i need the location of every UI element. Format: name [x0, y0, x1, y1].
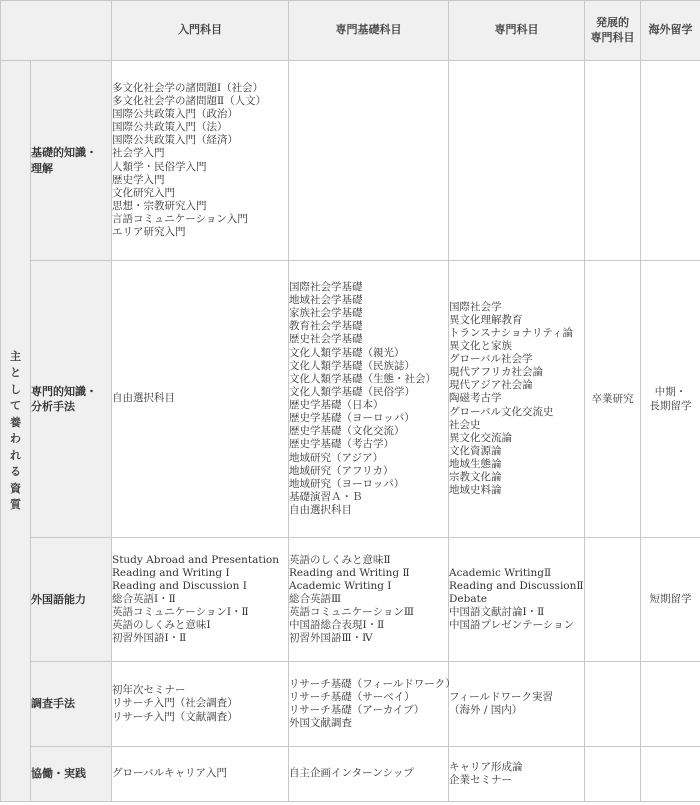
specialized-cell: [449, 261, 585, 538]
course-item: 初習外国語Ⅲ・Ⅳ: [289, 632, 373, 645]
course-item: 英語コミュニケーションⅢ: [289, 606, 414, 619]
course-item: 国際公共政策入門（経済）: [112, 134, 238, 147]
row-label-line1: 調査手法: [31, 697, 75, 711]
course-item: 歴史学基礎（ヨーロッパ）: [289, 412, 415, 425]
course-item: トランスナショナリティ論: [449, 326, 574, 339]
course-item: 歴史学入門: [112, 173, 165, 186]
col-header-abroad: 海外留学: [641, 1, 700, 61]
row-label-line2: 理解: [31, 161, 53, 175]
course-item: 自主企画インターンシップ: [289, 767, 414, 780]
abroad-line1: 中期・: [654, 385, 687, 398]
abroad-line1: 短期留学: [649, 593, 692, 606]
corner-cell: [1, 1, 112, 61]
row-label: [31, 747, 112, 802]
basic-cell: [289, 61, 449, 261]
course-item: 文化人類学基礎（民族誌）: [289, 359, 415, 372]
specialized-cell: [449, 61, 585, 261]
table-row: [1, 538, 700, 662]
course-item: 歴史学基礎（文化交流）: [289, 425, 405, 438]
advanced-cell: [585, 538, 641, 662]
course-item: 陶磁考古学: [449, 392, 502, 405]
course-item: 英語コミュニケーションⅠ・Ⅱ: [112, 606, 249, 619]
course-item: 地域社会学基礎: [289, 294, 363, 306]
course-item: 中国語プレゼンテーション: [449, 619, 575, 632]
course-item: 多文化社会学の諸問題Ⅱ（人文）: [112, 94, 267, 107]
course-item: 社会学入門: [112, 147, 165, 160]
course-item: Reading and DiscussionⅡ: [449, 579, 584, 592]
advanced-cell: [585, 662, 641, 747]
course-item: 歴史学基礎（日本）: [289, 399, 384, 411]
course-item: 地域研究（アジア）: [289, 451, 384, 464]
course-item: 自由選択科目: [112, 392, 175, 405]
course-item: 地域研究（アフリカ）: [289, 464, 394, 477]
row-label-line1: 専門的知識・: [31, 384, 97, 398]
course-item: リサーチ基礎（サーベイ）: [289, 690, 415, 703]
abroad-cell: [641, 747, 700, 802]
row-label-line1: 基礎的知識・: [31, 146, 97, 160]
course-item: Reading and Writing Ⅱ: [289, 566, 410, 579]
basic-cell: [289, 261, 449, 538]
col-header-intro: 入門科目: [112, 1, 289, 61]
table-row: [1, 662, 700, 747]
course-item: 地域生態論: [449, 458, 502, 471]
course-item: 文化人類学基礎（生態・社会）: [289, 372, 436, 385]
course-item: 家族社会学基礎: [289, 307, 363, 320]
course-item: 国際社会学基礎: [289, 280, 363, 293]
header-row: [1, 1, 700, 61]
specialized-cell: [449, 538, 585, 662]
course-item: 文化人類学基礎（親光）: [289, 346, 405, 359]
course-item: 異文化交流論: [449, 431, 512, 444]
intro-cell: [112, 662, 289, 747]
course-item: リサーチ基礎（フィールドワーク）: [289, 677, 456, 690]
course-item: 多文化社会学の諸問題Ⅰ（社会）: [112, 81, 264, 94]
row-label-line2: 分析手法: [31, 400, 75, 413]
course-item: 基礎演習Ａ・Ｂ: [289, 490, 363, 503]
course-item: 国際社会学: [449, 300, 502, 313]
abroad-line2: 長期留学: [649, 400, 692, 412]
course-item: 言語コミュニケーション入門: [112, 213, 248, 225]
course-item: Academic Writing Ⅰ: [289, 579, 392, 592]
row-label: [31, 662, 112, 747]
intro-cell: [112, 747, 289, 802]
course-item: 異文化と家族: [449, 339, 512, 352]
course-item: Study Abroad and Presentation: [112, 553, 280, 566]
course-item: キャリア形成論: [449, 760, 523, 773]
row-label: [31, 538, 112, 662]
course-item: 地域研究（ヨーロッパ）: [289, 477, 405, 490]
basic-cell: [289, 662, 456, 747]
col-header-advanced-line1: 発展的: [596, 15, 629, 29]
course-item: 歴史社会学基礎: [289, 333, 363, 346]
course-item: Academic WritingⅡ: [449, 566, 552, 579]
col-header-basic: 専門基礎科目: [289, 1, 449, 61]
row-label-line1: 協働・実践: [31, 767, 86, 781]
course-item: 中国語文献討論Ⅰ・Ⅱ: [449, 606, 545, 619]
course-item: 自由選択科目: [289, 504, 352, 516]
course-item: リサーチ入門（社会調査）: [112, 697, 238, 710]
specialized-cell: [449, 747, 585, 802]
course-item: リサーチ基礎（アーカイブ）: [289, 704, 425, 716]
outer-label: 主として養われる資質: [10, 349, 21, 511]
intro-cell: [112, 261, 289, 538]
abroad-cell: [641, 662, 700, 747]
course-item: グローバルキャリア入門: [112, 767, 227, 780]
course-item: 初年次セミナー: [112, 684, 186, 697]
course-item: グローバル文化交流史: [449, 405, 554, 418]
course-item: 外国文献調査: [289, 717, 352, 730]
advanced-cell: [585, 747, 641, 802]
course-item: Debate: [449, 592, 488, 605]
table-row: [1, 261, 700, 538]
intro-cell: [112, 538, 289, 662]
advanced-cell: [585, 61, 641, 261]
course-item: 国際公共政策入門（法）: [112, 121, 228, 134]
course-item: グローバル社会学: [449, 353, 533, 366]
table-row: [1, 61, 700, 261]
course-item: 中国語総合表現Ⅰ・Ⅱ: [289, 619, 385, 632]
course-item: （海外 / 国内）: [449, 704, 523, 716]
course-item: 企業セミナー: [449, 774, 512, 786]
course-item: 文化資源論: [449, 444, 502, 457]
course-item: Reading and Writing Ⅰ: [112, 566, 230, 579]
abroad-cell: [641, 61, 700, 261]
abroad-cell: [641, 261, 700, 538]
advanced-cell: 卒業研究: [585, 261, 641, 538]
intro-cell: [112, 61, 289, 261]
row-label: [31, 261, 112, 538]
basic-cell: [289, 538, 449, 662]
course-item: 英語のしくみと意味Ⅱ: [289, 553, 391, 566]
course-item: 歴史学基礎（考古学）: [289, 438, 394, 451]
abroad-cell: [641, 538, 700, 662]
course-item: 社会史: [449, 418, 481, 431]
course-item: 総合英語Ⅰ・Ⅱ: [112, 592, 176, 605]
table-row: [1, 747, 700, 802]
course-item: Reading and Discussion Ⅰ: [112, 579, 247, 592]
outer-label-cell: [1, 61, 31, 802]
basic-cell: [289, 747, 449, 802]
row-label-line1: 外国語能力: [31, 592, 86, 606]
course-item: 人類学・民俗学入門: [112, 160, 207, 173]
course-item: 地域史料論: [449, 484, 502, 497]
course-item: 現代アジア社会論: [449, 379, 533, 392]
course-item: フィールドワーク実習: [449, 690, 553, 703]
course-item: リサーチ入門（文献調査）: [112, 710, 238, 723]
course-item: 現代アフリカ社会論: [449, 366, 543, 379]
col-header-specialized: 専門科目: [449, 1, 585, 61]
col-header-advanced-line2: 専門科目: [590, 30, 635, 44]
course-item: 総合英語Ⅲ: [289, 592, 342, 605]
col-header-advanced: [585, 1, 641, 61]
course-item: 文化人類学基礎（民俗学）: [289, 385, 415, 398]
course-item: 英語のしくみと意味Ⅰ: [112, 619, 211, 632]
course-item: 国際公共政策入門（政治）: [112, 108, 238, 120]
course-item: 初習外国語Ⅰ・Ⅱ: [112, 632, 187, 645]
course-item: 教育社会学基礎: [289, 320, 363, 333]
specialized-cell: [449, 662, 585, 747]
course-item: 宗教文化論: [449, 471, 502, 484]
course-item: エリア研究入門: [112, 226, 186, 239]
course-item: 思想・宗教研究入門: [112, 199, 207, 212]
row-label: [31, 61, 112, 261]
course-item: 文化研究入門: [112, 186, 175, 199]
course-item: 異文化理解教育: [449, 313, 523, 326]
